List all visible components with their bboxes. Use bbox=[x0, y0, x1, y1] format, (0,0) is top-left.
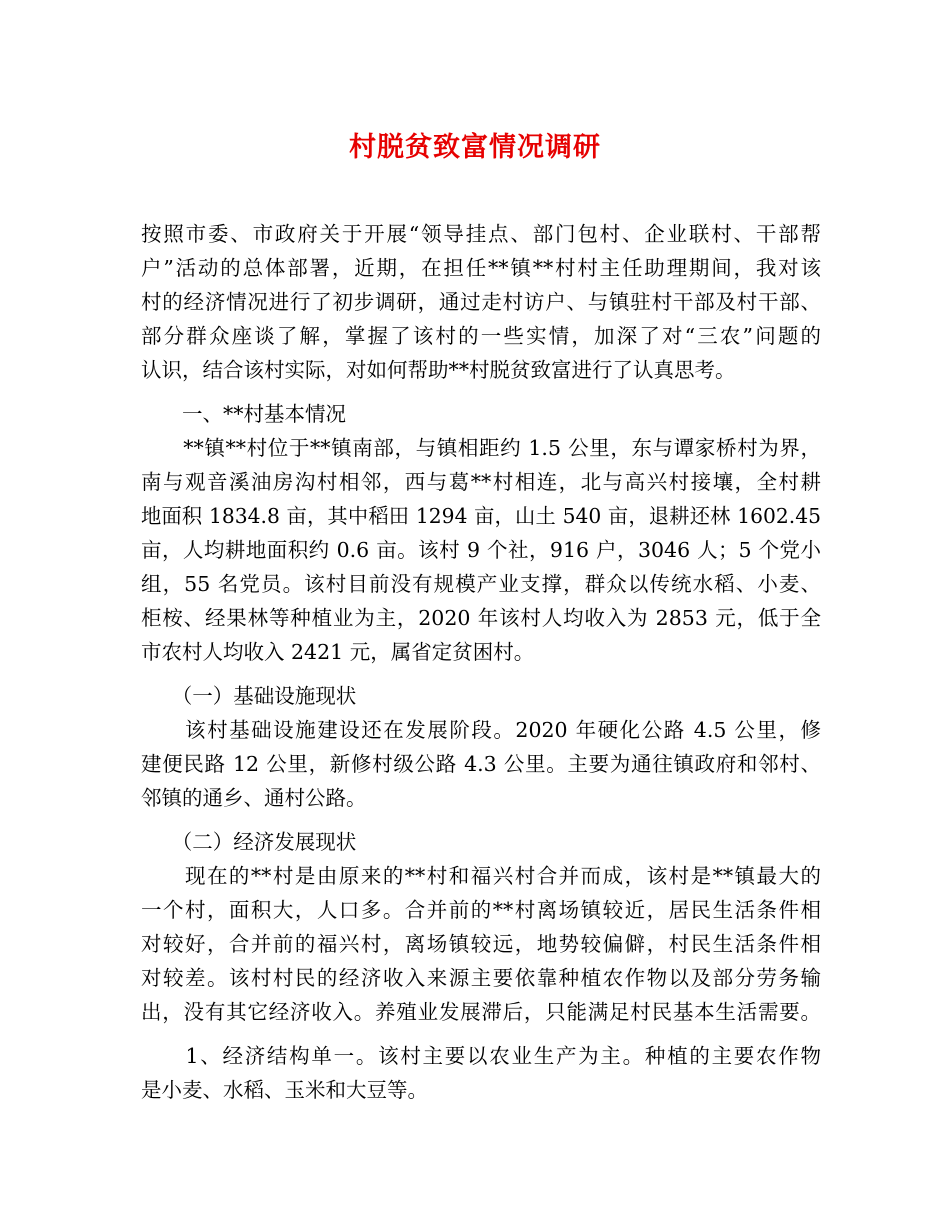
paragraph-line: 1、经济结构单一。该村主要以农业生产为主。种植的主要农作物 bbox=[141, 1044, 821, 1068]
paragraph-line: 按照市委、市政府关于开展“领导挂点、部门包村、企业联村、干部帮 bbox=[141, 222, 821, 246]
paragraph-line: 亩，人均耕地面积约 0.6 亩。该村 9 个社，916 户，3046 人；5 个党小 bbox=[141, 538, 821, 562]
section-heading: （二）经济发展现状 bbox=[141, 830, 357, 854]
paragraph-line: 市农村人均收入 2421 元，属省定贫困村。 bbox=[141, 640, 535, 664]
paragraph-line: 南与观音溪油房沟村相邻，西与葛**村相连，北与高兴村接壤，全村耕 bbox=[141, 470, 821, 494]
paragraph-line: 认识，结合该村实际，对如何帮助**村脱贫致富进行了认真思考。 bbox=[141, 358, 736, 382]
paragraph-line: 地面积 1834.8 亩，其中稻田 1294 亩，山土 540 亩，退耕还林 1602.45 bbox=[141, 504, 821, 528]
section-heading: （一）基础设施现状 bbox=[141, 684, 357, 708]
paragraph-line: 村的经济情况进行了初步调研，通过走村访户、与镇驻村干部及村干部、 bbox=[141, 290, 821, 314]
paragraph-line: 户”活动的总体部署，近期，在担任**镇**村村主任助理期间，我对该 bbox=[141, 256, 821, 280]
paragraph-line: 邻镇的通乡、通村公路。 bbox=[141, 786, 367, 810]
section-heading: 一、**村基本情况 bbox=[141, 402, 346, 426]
paragraph-line: 出，没有其它经济收入。养殖业发展滞后，只能满足村民基本生活需要。 bbox=[141, 1000, 821, 1024]
paragraph-line: 对较差。该村村民的经济收入来源主要依靠种植农作物以及部分劳务输 bbox=[141, 966, 821, 990]
paragraph-line: 建便民路 12 公里，新修村级公路 4.3 公里。主要为通往镇政府和邻村、 bbox=[141, 752, 821, 776]
paragraph-line: 该村基础设施建设还在发展阶段。2020 年硬化公路 4.5 公里，修 bbox=[141, 718, 821, 742]
paragraph-line: 现在的**村是由原来的**村和福兴村合并而成，该村是**镇最大的 bbox=[141, 864, 821, 888]
paragraph-line: **镇**村位于**镇南部，与镇相距约 1.5 公里，东与谭家桥村为界， bbox=[141, 436, 821, 460]
paragraph-line: 组，55 名党员。该村目前没有规模产业支撑，群众以传统水稻、小麦、 bbox=[141, 572, 821, 596]
paragraph-line: 一个村，面积大，人口多。合并前的**村离场镇较近，居民生活条件相 bbox=[141, 898, 821, 922]
paragraph-line: 柜桉、经果林等种植业为主，2020 年该村人均收入为 2853 元，低于全 bbox=[141, 606, 821, 630]
paragraph-line: 是小麦、水稻、玉米和大豆等。 bbox=[141, 1078, 428, 1102]
paragraph-line: 对较好，合并前的福兴村，离场镇较远，地势较偏僻，村民生活条件相 bbox=[141, 932, 821, 956]
document-title: 村脱贫致富情况调研 bbox=[349, 132, 601, 163]
paragraph-line: 部分群众座谈了解，掌握了该村的一些实情，加深了对“三农”问题的 bbox=[141, 324, 821, 348]
